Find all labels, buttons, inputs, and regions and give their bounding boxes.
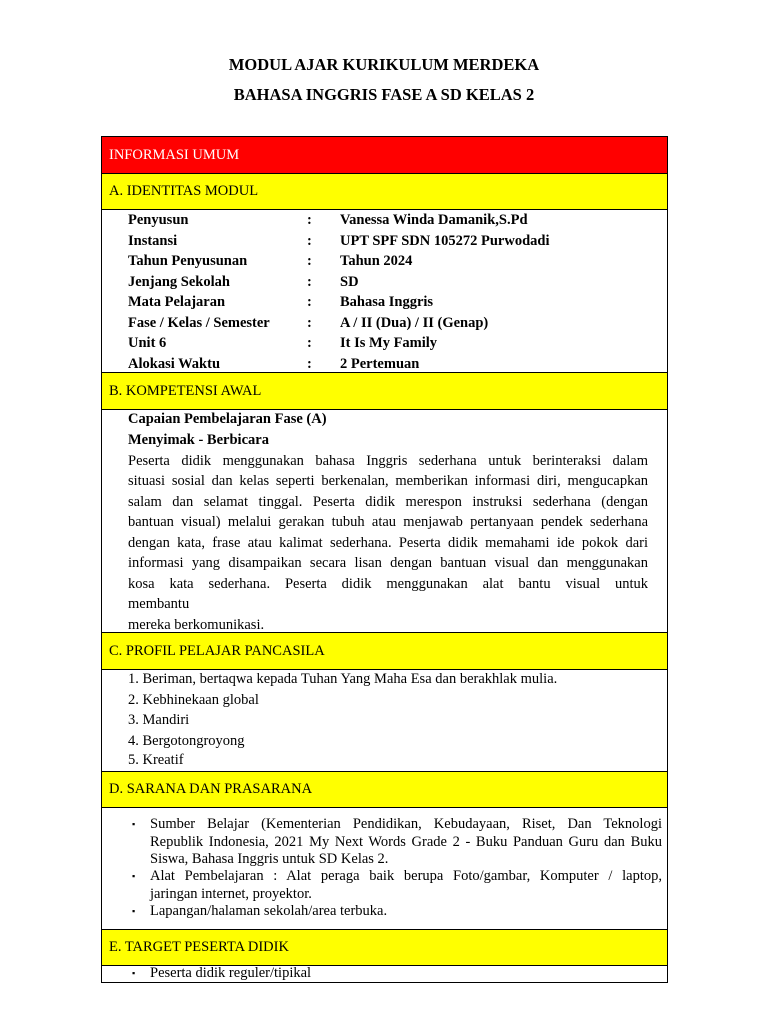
identitas-colon: : <box>307 253 312 269</box>
identitas-colon: : <box>307 273 312 290</box>
kompetensi-text-line: Peserta didik menggunakan bahasa Inggris sederhana untuk berinteraksi dalam <box>128 452 648 469</box>
kompetensi-text-line: membantu <box>128 596 190 612</box>
bullet-icon: ▪ <box>132 819 136 829</box>
section-header-label: A. IDENTITAS MODUL <box>109 183 259 199</box>
list-item <box>132 868 662 904</box>
section-header-label: INFORMASI UMUM <box>109 146 240 163</box>
list-item <box>132 965 662 983</box>
bullet-icon: ▪ <box>132 906 136 916</box>
list-item <box>132 903 662 921</box>
sarana-section <box>102 808 667 929</box>
list-item-text <box>150 816 662 869</box>
list-item-text <box>150 903 662 921</box>
section-header-sarana-prasarana <box>102 771 667 808</box>
identitas-value: Bahasa Inggris <box>340 294 434 310</box>
identitas-colon: : <box>307 355 312 372</box>
identitas-key: Unit 6 <box>128 335 167 351</box>
kompetensi-text-line: informasi yang disampaikan secara lisan dengan bantuan visual dan menggunakan <box>128 555 648 571</box>
identitas-row <box>102 272 667 293</box>
identitas-colon: : <box>307 294 312 310</box>
profil-section <box>102 670 667 771</box>
identitas-key: Fase / Kelas / Semester <box>128 314 270 331</box>
list-item-line: Lapangan/halaman sekolah/area terbuka. <box>150 903 388 919</box>
identitas-value: UPT SPF SDN 105272 Purwodadi <box>340 232 550 249</box>
identitas-key: Jenjang Sekolah <box>128 273 230 290</box>
identitas-colon: : <box>307 212 312 228</box>
document-title: MODUL AJAR KURIKULUM MERDEKA <box>228 55 540 74</box>
section-header-label: E. TARGET PESERTA DIDIK <box>109 939 289 955</box>
identitas-value: Tahun 2024 <box>340 253 413 269</box>
list-item <box>132 816 662 870</box>
kompetensi-heading: Capaian Pembelajaran Fase (A) <box>128 411 327 427</box>
section-header-kompetensi-awal <box>102 372 667 410</box>
document-subtitle: BAHASA INGGRIS FASE A SD KELAS 2 <box>233 85 535 104</box>
module-table <box>101 136 668 983</box>
identitas-colon: : <box>307 314 312 331</box>
identitas-value: 2 Pertemuan <box>340 355 420 372</box>
identitas-value: A / II (Dua) / II (Genap) <box>340 314 489 331</box>
section-header-identitas-modul <box>102 174 667 210</box>
list-item: 4. Bergotongroyong <box>128 732 245 749</box>
section-header-informasi-umum <box>102 137 667 174</box>
identitas-row <box>102 313 667 334</box>
kompetensi-text-line: salam dan selamat tinggal. Peserta didik merespon instruksi sederhana (dengan <box>128 493 648 510</box>
section-header-label: C. PROFIL PELAJAR PANCASILA <box>109 642 325 659</box>
identitas-colon: : <box>307 335 312 351</box>
section-header-target-peserta <box>102 929 667 966</box>
list-item-line: Sumber Belajar (Kementerian Pendidikan, Kebudayaan, Riset, Dan Teknologi <box>150 816 662 832</box>
identitas-key: Alokasi Waktu <box>128 355 221 372</box>
list-item-line: Alat Pembelajaran : Alat peraga baik berupa Foto/gambar, Komputer / laptop, <box>150 868 662 884</box>
identitas-row <box>102 333 667 354</box>
identitas-key: Tahun Penyusunan <box>128 253 248 269</box>
kompetensi-text-line: mereka berkomunikasi. <box>128 616 265 633</box>
list-item: 1. Beriman, bertaqwa kepada Tuhan Yang Maha Esa dan berakhlak mulia. <box>128 671 558 687</box>
identitas-key: Instansi <box>128 232 178 249</box>
kompetensi-subheading: Menyimak - Berbicara <box>128 432 269 448</box>
bullet-icon: ▪ <box>132 871 136 881</box>
list-item-line: Republik Indonesia, 2021 My Next Words Grade 2 - Buku Panduan Guru dan Buku <box>150 833 662 850</box>
identitas-section <box>102 210 667 373</box>
section-header-profil-pelajar <box>102 632 667 670</box>
identitas-value: SD <box>340 273 359 290</box>
section-header-label: D. SARANA DAN PRASARANA <box>109 781 313 797</box>
list-item-line: Siswa, Bahasa Inggris untuk SD Kelas 2. <box>150 851 389 867</box>
list-item-text <box>150 868 662 903</box>
identitas-key: Penyusun <box>128 212 189 228</box>
list-item: 5. Kreatif <box>128 752 184 768</box>
kompetensi-text-line: dengan kata, frase atau kalimat sederhana. Peserta didik memahami ide pokok dari <box>128 534 648 551</box>
target-section <box>102 966 667 983</box>
identitas-row <box>102 251 667 272</box>
bullet-icon: ▪ <box>132 968 136 978</box>
kompetensi-section <box>102 410 667 632</box>
identitas-value: It Is My Family <box>340 335 438 351</box>
list-item-text: Peserta didik reguler/tipikal <box>150 965 312 981</box>
kompetensi-text-line: situasi sosial dan kelas seperti berkenalan, memberikan informasi diri, mengucapkan <box>128 473 648 489</box>
identitas-key: Mata Pelajaran <box>128 294 226 310</box>
list-item: 2. Kebhinekaan global <box>128 691 259 708</box>
kompetensi-text-line: kosa kata sederhana. Peserta didik menggunakan alat bantu visual untuk <box>128 575 648 592</box>
identitas-row <box>102 210 667 231</box>
identitas-row <box>102 292 667 313</box>
identitas-row <box>102 231 667 252</box>
list-item: 3. Mandiri <box>128 712 190 728</box>
kompetensi-text-line: bantuan visual) melalui gerakan tubuh atau menjawab pertanyaan pendek sederhana <box>128 514 648 530</box>
list-item-line: jaringan internet, proyektor. <box>150 885 312 902</box>
identitas-value: Vanessa Winda Damanik,S.Pd <box>340 212 528 228</box>
identitas-colon: : <box>307 232 312 249</box>
section-header-label: B. KOMPETENSI AWAL <box>109 382 262 399</box>
